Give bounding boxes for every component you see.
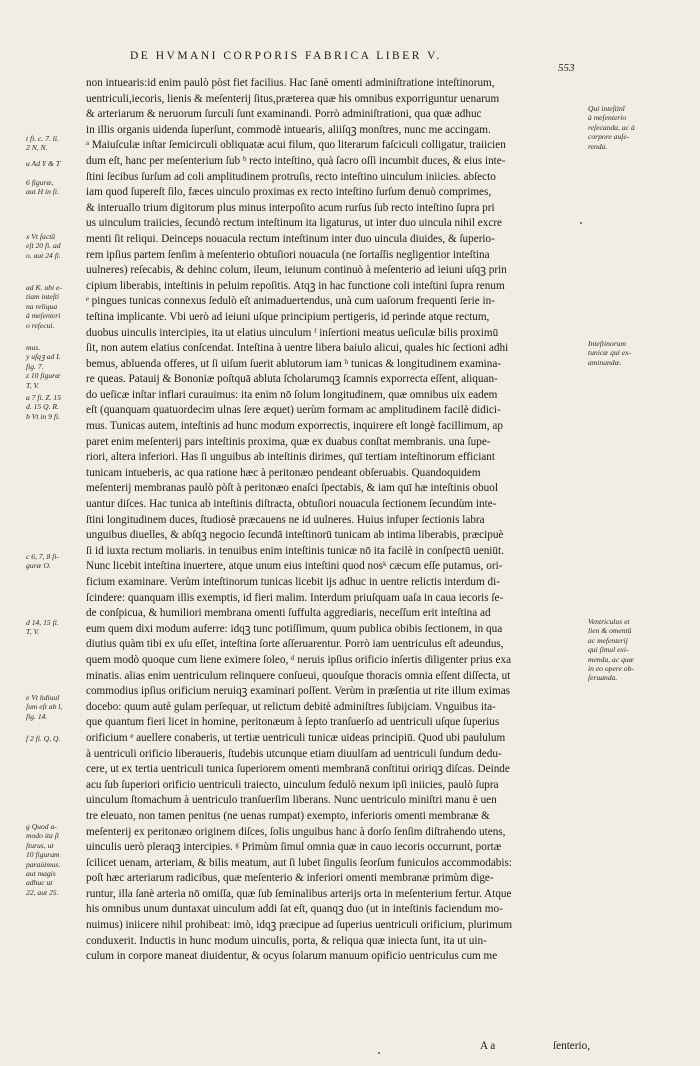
left-margin-note: [26, 283, 84, 330]
text-line: ſtini longitudinem duces, ſtudiosè præcauens ne id uulneres. Huius infuper ſectionis labra: [86, 513, 485, 526]
text-line: de conſpicua, & humiliori membrana omenti ſuffulta aggrediaris, neceſſum erit inteſtina ad: [86, 607, 491, 620]
text-line: uinculum ſtomachum à uentriculo tranſuerſim liberans. Nunc uentriculo miniſtri manu è uen: [86, 794, 497, 807]
left-margin-note: [26, 134, 84, 153]
left-margin-note: [26, 734, 84, 743]
margin-note-line: x Vt ſactū: [26, 232, 56, 241]
text-line: ᵉ pingues tunicas connexus ſedulò eſt animaduertendus, unà cum uaſorum frequenti ſerie in-: [86, 295, 495, 308]
margin-note-line: menda, ac quæ: [588, 654, 634, 664]
margin-note-line: tiam inteſti: [26, 292, 60, 302]
left-margin-note: [26, 693, 84, 721]
text-line: dum eſt, hanc per meſenterium ſub ᵇ recto inteſtino, quà ſacro oſſi incumbit duces, & eius inte-: [86, 154, 506, 167]
margin-note-line: eſt 20 fi. ad: [26, 241, 61, 251]
margin-note-line: e Vt hdiuul: [26, 693, 60, 702]
text-line: que quantum fieri licet in homine, peritonæum à ſepto tranſuerſo ad uentriculi uſque ſuperius: [86, 716, 500, 729]
margin-note-line: a 7 fi. Z. 15: [26, 393, 62, 402]
margin-note-line: mus.: [26, 343, 41, 352]
catchword: ſenterio,: [553, 1040, 590, 1052]
margin-note-line: qui ſimul exi-: [588, 645, 629, 655]
text-line: bemus, abluenda offeres, ut ſi uiſum ſuerit ablutorum iam ʰ tunicas & longitudinem examina-: [86, 357, 502, 370]
margin-note-line: in eo opere ob-: [588, 664, 634, 674]
margin-note-line: à meſenteri: [26, 311, 61, 321]
text-line: conduxerit. Inductis in hunc modum uinculis, porta, & reliqua quæ iniecta ſunt, ita ut uin-: [86, 934, 487, 947]
text-line: mus. Tunicas autem, inteſtinis ad hunc modum exporrectis, inquirere eſt longè facillimum, ap: [86, 420, 503, 433]
text-line: docebo: quum autè gulam perſequar, ut relictum debitè adminiſtres ſubijciam. Vnguibus ita-: [86, 700, 496, 713]
text-line: nuimus) iniicere nihil prohibeat: imò, idqꝫ præcipue ad ſuperius uentriculi orificium, plurimum: [86, 919, 513, 932]
text-line: culum in corpore maneat diuidentur, & ocyus ſolarum manuum opificio uentriculus cum me: [86, 950, 498, 963]
text-line: Nunc licebit inteſtina inuertere, atque unum eius inteſtini quod nosᵏ cæcum eſſe putamus, ori-: [86, 560, 503, 573]
margin-note-line: adhuc ut: [26, 878, 53, 888]
margin-note-line: 10 figuram: [26, 850, 60, 860]
margin-note-line: reſecanda, ac à: [588, 122, 635, 132]
margin-note-line: fig. 7.: [26, 361, 44, 371]
text-line: runtur, illa ſanè arteria nō omiſſa, quæ ſub ſeminalibus arterijs orta in meſenterium fertur. Atque: [86, 887, 512, 900]
text-line: unguibus diuelles, & abſqꝫ negocio ſecundā inteſtinorū tunicam ab intima liberabis, præcipuè: [86, 529, 504, 542]
left-margin-note: [26, 552, 84, 571]
text-line: uantur diſces. Hac tunica ab inteſtinis diſtracta, obtuſiori nouacula ſectionem ſecundùm inte-: [86, 498, 497, 511]
margin-note-line: aminandæ.: [588, 357, 622, 367]
text-line: acu ſub ſuperiori orificio uentriculi traiecto, uinculum ſedulò nexum ipſi iniicies, paulò ſupra: [86, 778, 499, 791]
margin-note-line: Ventriculus et: [588, 617, 630, 626]
page-number: 553: [558, 62, 575, 74]
catchword-line: [480, 1040, 590, 1052]
text-line: poſt hæc arteriarum radicibus, quæ meſenterio & inferiori omenti membranæ primùm dige-: [86, 872, 494, 885]
margin-note-line: 6 figuræ,: [26, 178, 54, 187]
text-line: us uinculum traiicies, ſecundò rectum inteſtinum ita ligaturus, ut inter duo uincula nihil excre: [86, 217, 503, 230]
margin-note-line: aut H in fi.: [26, 187, 59, 197]
margin-note-line: paraùimus.: [26, 859, 61, 869]
left-margin-note: [26, 393, 84, 421]
text-line: uulneres) reſecabis, & dehinc colum, ileum, ieiunum continuò à meſenterio ad ieiuni uſqꝫ prin: [86, 264, 507, 277]
margin-note-line: tunicæ qui ex-: [588, 348, 632, 358]
margin-note-line: ſeruanda.: [588, 673, 618, 683]
margin-note-line: guræ O.: [26, 561, 51, 571]
text-line: commodius ipſius orificium neruiqꝫ examinari poſſent. Verùm in præſentia ut rite illum eximas: [86, 685, 511, 698]
right-margin-note: [588, 617, 680, 683]
text-line: ſcindere: quanquam illis exemptis, id fieri malim. Interdum priuſquam uaſa in caua iecoris ſe-: [86, 591, 504, 604]
text-line: ſit, non autem elatius conſcendat. Inteſtina à uentre libera baiulo alicui, quales hic ſectioni adhi: [86, 342, 509, 355]
margin-note-line: lien & omentū: [588, 626, 632, 636]
margin-note-line: ſum eſt ab l,: [26, 702, 63, 712]
text-line: paret enim meſenterij pars inteſtinis proxima, quæ ex duabus conſtat membranis. una ſupe-: [86, 435, 491, 448]
margin-note-line: T, V.: [26, 627, 40, 637]
margin-note-line: d. 15 Q. R.: [26, 402, 59, 412]
left-margin-note: [26, 178, 84, 197]
text-line: eum quem dixi modum auferre: idqꝫ tunc potiſſimum, quum publica obibis ſectionem, in qua: [86, 622, 503, 635]
left-margin-note: [26, 343, 84, 390]
text-line: & interuallo trium digitorum plus minus interpoſito acum rurſus ſub recto inteſtino ſupra pri: [86, 201, 495, 214]
text-line: his omnibus unum duntaxat uinculum addi ſat eſt, quanqꝫ duo (ut in inteſtinis faciendum mo-: [86, 903, 503, 916]
main-text-block: [86, 76, 572, 965]
margin-note-line: u Ad Y & T: [26, 159, 61, 168]
margin-note-line: na reliqua: [26, 301, 58, 311]
margin-note-line: renda.: [588, 141, 608, 151]
text-line: teſtina implicante. Vbi uerò ad ieiuni uſque principium pertigeris, id perinde atque rectum,: [86, 310, 490, 323]
right-margin-note: [588, 339, 680, 367]
text-line: ſi id iuxta rectum moliaris. in tenuibus enim inteſtinis tunicæ nō ita facilè in conſpectū ueniūt.: [86, 544, 504, 557]
margin-note-line: 2 N, N.: [26, 143, 48, 153]
margin-note-line: d 14, 15 fi.: [26, 618, 59, 627]
running-title: DE HVMANI CORPORIS FABRICA LIBER V.: [130, 50, 442, 62]
text-line: ſtini ſecibus ſurſum ad coli amplitudinem protruſis, recto inteſtino uinculum iniicies. abſecto: [86, 170, 496, 183]
left-margin-note: [26, 618, 84, 637]
text-line: meſenterij ex peritonæo originem diſces, ſolis unguibus hanc à dorſo ſenſim diſtrahendo utens,: [86, 825, 506, 838]
text-line: non intuearis:id enim paulò pòst fiet facilius. Hac ſanè omenti adminiſtratione inteſtinorum,: [86, 77, 495, 89]
text-line: diutius quàm tibi ex uſu eſſet, inteſtina ſorte aſſeruarentur. Porrò iam uentriculus eſt adeundus,: [86, 638, 504, 651]
margin-note-line: T, V.: [26, 380, 40, 390]
margin-note-line: g Quod a-: [26, 822, 57, 831]
right-margin-note: [588, 104, 680, 151]
margin-note-line: modo ita ſi: [26, 831, 59, 841]
left-margin-note: [26, 232, 84, 260]
margin-note-line: f 2 fi. Q, Q.: [26, 734, 61, 743]
text-line: riori, altera inferiori. Has ſi unguibus ab inteſtinis dirimes, quī tertiam inteſtinorum efficiant: [86, 451, 495, 464]
margin-note-line: o reſecui.: [26, 320, 55, 330]
text-line: uinculis uerò pleraqꝫ intercipies. ᵍ Primùm ſimul omnia quæ in cauo iecoris occurrunt, portæ: [86, 841, 502, 854]
margin-note-line: fig. 14.: [26, 711, 48, 721]
margin-note-line: à meſenterio: [588, 113, 627, 123]
text-line: meſenterij membranas paulò pòſt à peritonæo enaſci ſpectabis, & iam quī hæ inteſtinis obuol: [86, 482, 498, 495]
text-line: do ueſicæ inſtar inflari curauimus: ita enim nō ſolum longitudinem, quæ omnibus uix eadem: [86, 388, 498, 401]
margin-note-line: aut magis: [26, 869, 56, 879]
text-line: ᵃ Maiuſculæ inſtar ſemicirculi obliquatæ acui filum, quo literarum faſciculi colligatur, traiicien: [86, 139, 506, 152]
text-line: in illis organis uidenda ſuperſunt, commodè intuearis, aliiſqꝫ monſtres, nunc me accingam.: [86, 123, 491, 136]
margin-note-line: c 6, 7, 8 fi-: [26, 552, 59, 561]
text-line: rem ipſius partem ſenſim à meſenterio obtuſiori nouacula (ne ſortaſſis negligentior inteſtina: [86, 248, 490, 261]
margin-note-line: Qui inteſtinī: [588, 104, 625, 113]
text-line: cere, ut ex tertia uentriculi tunica ſuperiorem omenti membranā conſtitui oririqꝫ diſcas. Deinde: [86, 763, 510, 776]
ink-speck: [378, 1052, 380, 1054]
text-line: orificium ᵉ auellere conaberis, ut tertiæ uentriculi tunicæ uideas principiū. Quod ubi paululum: [86, 731, 506, 744]
margin-note-line: y uſqꝫ ad L: [26, 352, 61, 362]
text-line: uentriculi,iecoris, lienis & meſenterij ſitus,præterea quæ his omnibus exporriguntur uenarum: [86, 92, 500, 105]
text-line: quem modò quoque cum liene eximere ſoleo, ᵈ neruis ipſius orificio inſertis diligenter prius exa: [86, 653, 512, 666]
text-line: menti ſit reliqui. Deinceps nouacula rectum inteſtinum inter duo uincula diuides, & ſuperio-: [86, 232, 495, 245]
text-line: ſcilicet uenam, arteriam, & bilis meatum, aut ſi lubet ſingulis ſeorſum funiculos accommodabis:: [86, 856, 512, 869]
margin-note-line: corpore auſe-: [588, 132, 630, 142]
left-margin-note: [26, 822, 84, 897]
ink-speck: [580, 222, 582, 224]
text-line: cipium liberabis, inteſtinis in peluim repoſitis. Atqꝫ in hac functione coli inteſtini ſupra renum: [86, 279, 505, 292]
text-line: iam quod ſupereſt ſilo, fæces uinculo proximas ex recto inteſtino ſurſum denuò comprimes,: [86, 186, 492, 199]
text-line: tre eleuato, non tamen penitus (ne uenas rumpat) exempto, inferioris omenti membranæ &: [86, 809, 490, 822]
margin-note-line: ac meſenterij: [588, 635, 628, 645]
margin-note-line: b Vt in 9 fi.: [26, 411, 60, 421]
margin-note-line: Inteſtinorum: [588, 339, 626, 348]
left-margin-note: [26, 159, 84, 168]
text-line: & arteriarum & neruorum ſurculi ſunt examinandi. Porrò adminiſtrationi, qua quæ adhuc: [86, 108, 482, 121]
text-line: à uentriculi orificio liberaueris, ſtudebis utcunque etiam diuulſam ad uentriculi ſundum dedu-: [86, 747, 502, 760]
text-line: re queas. Patauij & Bononiæ poſtquā abluta ſcholarumqꝫ ſcamnis exporrecta eſſent, aliquan-: [86, 373, 498, 386]
margin-note-line: 22, aut 25.: [26, 887, 59, 897]
text-line: ficium examinare. Verùm inteſtinorum tunicas licebit ijs adhuc in uentre relictis interdum di-: [86, 576, 500, 588]
margin-note-line: o. aut 24 fi.: [26, 250, 61, 260]
margin-note-line: ſturus, ut: [26, 840, 54, 850]
margin-note-line: ad K. ubi e-: [26, 283, 62, 292]
text-line: eſt (quanquam quatuordecim ulnas ſere æquet) uerùm formam ac amplitudinem facilè didici-: [86, 404, 501, 417]
margin-note-line: t fi. c. 7. li.: [26, 134, 59, 143]
text-line: duobus uinculis intercipies, ita ut elatius uinculum ᶠ inſertioni meatus ueſiculæ bilis proximū: [86, 326, 499, 339]
margin-note-line: z 10 figuræ: [26, 371, 61, 381]
text-line: tunicam intueberis, ac qua ratione hæc à peritonæo pendeant obſeruabis. Quandoquidem: [86, 466, 481, 479]
signature-mark: A a: [480, 1040, 496, 1052]
text-line: minatis. alias enim uentriculum relinquere conſueui, quouſque thoracis omnia eſſent diſſecta, ut: [86, 669, 511, 682]
